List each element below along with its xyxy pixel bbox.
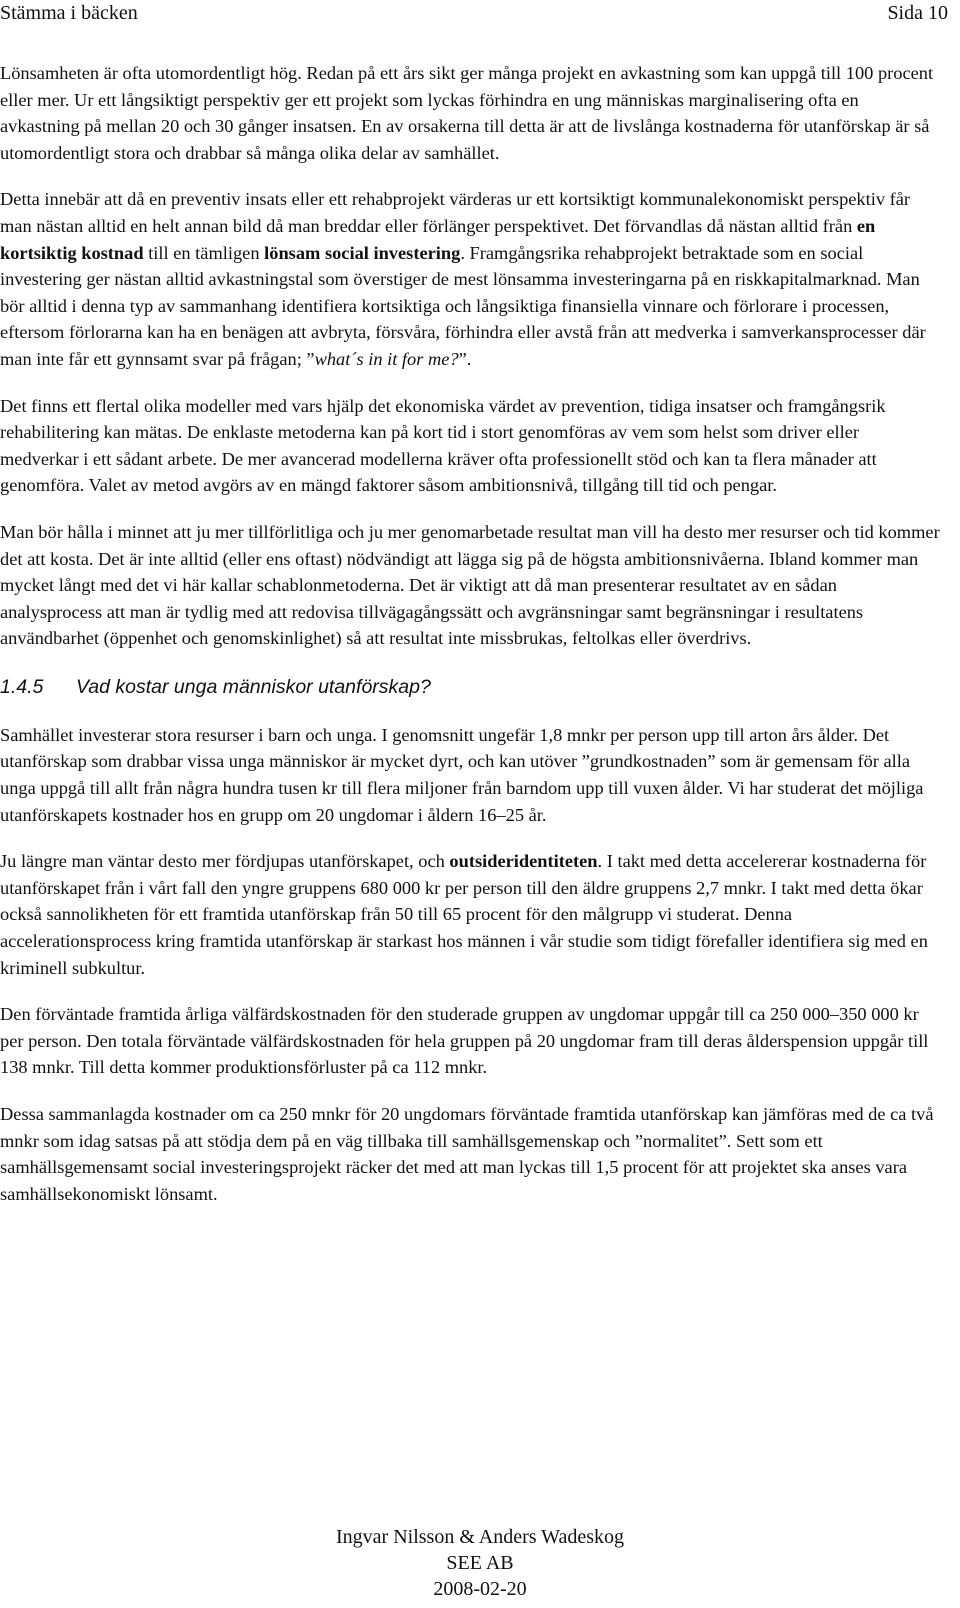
section-title: Vad kostar unga människor utanförskap? [76,675,431,698]
footer-date: 2008-02-20 [433,1578,527,1600]
paragraph-perspective [0,186,940,372]
footer-authors: Ingvar Nilsson & Anders Wadeskog [336,1526,624,1548]
italic-phrase: what´s in it for me? [314,348,459,369]
paragraph-text: . I takt med detta accelererar kostnaderna för utanförskapet från i vårt fall den yngre gruppens 680 000 kr per person till den äldre gruppens 2,7 mnkr. I takt med detta ökar också sannolikheten för ett framtida utanförskap från 50 till 65 procent för den målgrupp vi studerat. Denna accelerationsprocess kring framtida utanförskap är starkast hos männen i vår studie som tidigt förefaller identifiera sig med en kriminell subkultur. [0,851,928,978]
section-heading [0,674,940,700]
page-header [0,0,948,26]
body-text [0,60,940,1227]
paragraph-investment: Samhället investerar stora resurser i barn och unga. I genomsnitt ungefär 1,8 mnkr per person upp till arton års ålder. Det utanförskap som drabbar vissa unga människor är mycket dyrt, och kan utöver ”grundkostnaden” som är gemensam för alla unga uppgå till allt från några hundra tusen kr till flera miljoner från barndom upp till vuxen ålder. Vi har studerat det möjliga utanförskapets kostnader hos en grupp om 20 ungdomar i åldern 16–25 år. [0,724,924,825]
paragraph-welfare-cost: Den förväntade framtida årliga välfärdskostnaden för den studerade gruppen av ungdomar uppgår till ca 250 000–350 000 kr per person. Den totala förväntade välfärdskostnaden för hela gruppen på 20 ungdomar fram till deras ålderspension uppgår till 138 mnkr. Till detta kommer produktionsförluster på ca 112 mnkr. [0,1004,929,1078]
paragraph-total-cost: Dessa sammanlagda kostnader om ca 250 mnkr för 20 ungdomars förväntade framtida utanförskap kan jämföras med de ca två mnkr som idag satsas på att stödja dem på en väg tillbaka till samhällsgemenskap och ”normalitet”. Sett som ett samhällsgemensamt social investeringsprojekt räcker det med att man lyckas till 1,5 procent för att projektet ska anses vara samhällsekonomiskt lönsamt. [0,1104,934,1204]
bold-phrase: en kortsiktig kostnad [0,215,876,263]
paragraph-models: Det finns ett flertal olika modeller med vars hjälp det ekonomiska värdet av prevention, tidiga insatser och framgångsrik rehabilitering kan mätas. De enklaste metoderna kan på kort tid i stort genomföras av vem som helst som driver eller medverkar i ett sådant arbete. De mer avancerad modellerna kräver ofta professionellt stöd och kan ta flera månader att genomföra. Valet av metod avgörs av en mängd faktorer såsom ambitionsnivå, tillgång till tid och pengar. [0,395,886,496]
bold-phrase: lönsam social investering [264,242,461,263]
paragraph-text: Detta innebär att då en preventiv insats eller ett rehabprojekt värderas ur ett kortsiktigt kommunalekonomiskt perspektiv får man nästan alltid en helt annan bild då man breddar eller förlänger perspektivet. Det förvandlas då nästan alltid från [0,189,911,236]
header-title: Stämma i bäcken [0,2,138,24]
paragraph-text: . Framgångsrika rehabprojekt betraktade som en social investering ger nästan alltid avkastningstal som överstiger de mest lönsamma investeringarna på en riskkapitalmarknad. Man bör alltid i denna typ av sammanhang identifiera kortsiktiga och långsiktiga finansiella vinnare och förlorare i processen, eftersom förlorarna kan ha en benägen att avbryta, försvåra, förhindra eller avstå från att medverka i samverkansprocesser där man inte får ett gynnsamt svar på frågan; ” [0,242,926,369]
paragraph-text: ”. [458,348,472,369]
paragraph-acceleration [0,848,940,981]
footer-company: SEE AB [446,1552,514,1574]
paragraph-profitability: Lönsamheten är ofta utomordentligt hög. Redan på ett års sikt ger många projekt en avkastning som kan uppgå till 100 procent eller mer. Ur ett långsiktigt perspektiv ger ett projekt som lyckas förhindra en ung människas marginalisering ofta en avkastning på mellan 20 och 30 gånger insatsen. En av orsakerna till detta är att de livslånga kostnaderna för utanförskap är så utomordentligt stora och drabbar så många olika delar av samhället. [0,63,934,163]
page-number: Sida 10 [887,2,948,24]
paragraph-reliability: Man bör hålla i minnet att ju mer tillförlitliga och ju mer genomarbetade resultat man vill ha desto mer resurser och tid kommer det att kosta. Det är inte alltid (eller ens oftast) nödvändigt att lägga sig på de högsta ambitionsnivåerna. Ibland kommer man mycket långt med det vi här kallar schablonmetoderna. Det är viktigt att då man presenterar resultatet av en sådan analysprocess att man är tydlig med att redovisa tillvägagångssätt och avgränsningar samt begränsningar i resultatens användbarhet (öppenhet och genomskinlighet) så att resultat inte missbrukas, feltolkas eller överdrivs. [0,521,940,649]
paragraph-text: Ju längre man väntar desto mer fördjupas utanförskapet, och [0,851,450,872]
paragraph-text: till en tämligen [143,242,265,263]
bold-phrase: outsideridentiteten [449,851,598,872]
page-footer [0,1524,960,1602]
section-number: 1.4.5 [0,675,44,698]
